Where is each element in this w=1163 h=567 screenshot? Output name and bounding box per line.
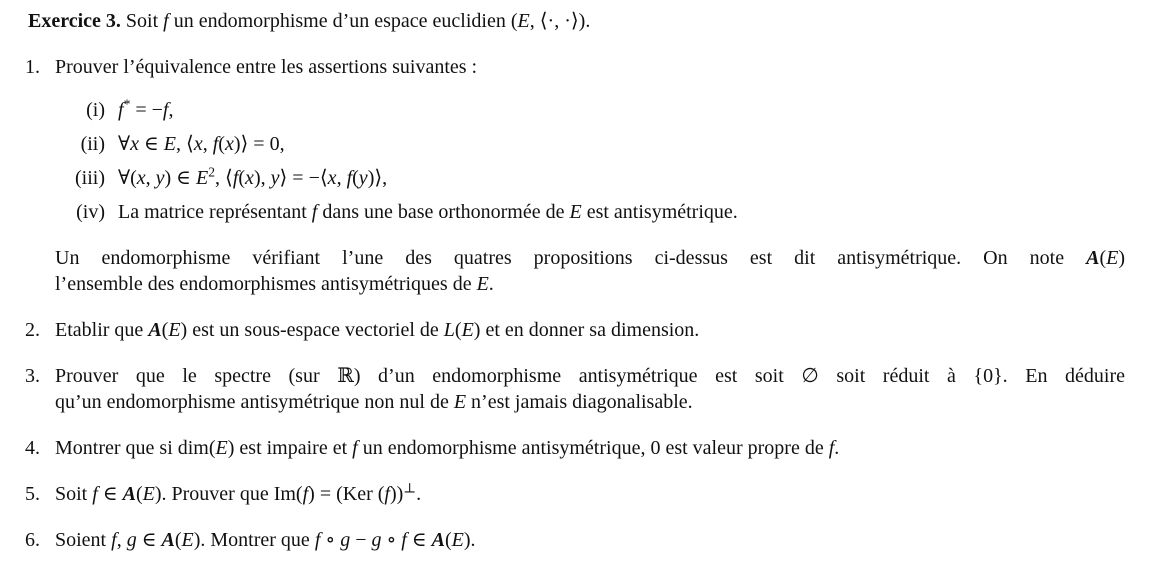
text-run: ))	[389, 483, 404, 505]
text-run: f	[162, 99, 169, 121]
text-run: ).	[463, 529, 476, 551]
text-run: E	[451, 529, 464, 551]
text-run: L	[443, 319, 455, 341]
text-run: .	[488, 273, 494, 295]
text-run: Montrer que si dim(	[55, 437, 216, 459]
text-run: y	[270, 167, 280, 189]
text-run: ),	[253, 167, 271, 189]
text-run: f	[111, 529, 117, 551]
subitem-ii	[55, 131, 1125, 157]
text-run: Exercice 3.	[28, 10, 121, 32]
text-run: ,	[116, 529, 127, 551]
text-run: ). Montrer que	[193, 529, 315, 551]
text-run: )	[1118, 247, 1125, 269]
text-run: ) est un sous-espace vectoriel de	[180, 319, 444, 341]
text-run: Soient	[55, 529, 112, 551]
text-run: (	[161, 319, 169, 341]
text-run: f	[401, 529, 407, 551]
text-run: ∈	[406, 529, 432, 551]
text-run: x	[136, 167, 146, 189]
item-1	[25, 54, 1125, 297]
item-1-content	[55, 54, 1125, 297]
text-run: ,	[145, 167, 156, 189]
text-run: E	[569, 201, 582, 223]
text-run: = −	[130, 99, 163, 121]
text-run: un endomorphisme antisymétrique, 0 est valeur propre de	[357, 437, 829, 459]
text-run: E	[168, 319, 181, 341]
text-run: ∀(	[118, 167, 137, 189]
item-4-content	[55, 435, 1125, 461]
text-run: ,	[336, 167, 347, 189]
text-run: (	[1099, 247, 1107, 269]
text-run: E	[181, 529, 194, 551]
text-run: f	[311, 201, 318, 223]
text-run: , ⟨·, ·⟩).	[529, 10, 591, 32]
text-run: *	[123, 96, 131, 112]
text-run: E	[163, 133, 176, 155]
text-run: .	[834, 437, 840, 459]
item-2-content	[55, 317, 1125, 343]
subitem-iv-text	[118, 199, 1125, 225]
text-run: E	[517, 10, 530, 32]
subitem-i-marker: (i)	[86, 99, 105, 121]
item-3-text-line-1	[55, 363, 1125, 389]
text-run: A	[122, 483, 136, 505]
text-run: ) = (Ker (	[308, 483, 385, 505]
text-run: (	[454, 319, 462, 341]
item-5	[25, 481, 1125, 507]
text-run: 2	[208, 164, 215, 180]
subitem-ii-text	[118, 131, 1125, 157]
text-run: Prouver que le spectre (sur ℝ) d’un endomorphisme antisymétrique est soit ∅ soit réduit à {0}. En déduire	[55, 365, 1125, 387]
subitem-iii-text	[118, 165, 1125, 191]
text-run: E	[476, 273, 489, 295]
text-run: g	[126, 529, 137, 551]
text-run: un endomorphisme d’un espace euclidien (	[168, 10, 518, 32]
text-run: Un endomorphisme vérifiant l’une des quatres propositions ci-dessus est dit antisymétrique. On note	[55, 247, 1087, 269]
text-run: f	[118, 99, 124, 121]
item-4	[25, 435, 1125, 461]
subitem-iv	[55, 199, 1125, 225]
text-run: −	[350, 529, 372, 551]
text-run: ∈	[97, 483, 123, 505]
text-run: y	[155, 167, 165, 189]
text-run: ) est impaire et	[227, 437, 353, 459]
item-5-marker: 5.	[25, 483, 40, 505]
text-run: (	[352, 167, 359, 189]
text-run: f	[828, 437, 835, 459]
text-run: ∘	[381, 529, 402, 551]
item-4-text	[55, 435, 1125, 461]
item-5-text	[55, 481, 1125, 507]
text-run: dans une base orthonormée de	[317, 201, 570, 223]
text-run: f	[92, 483, 98, 505]
subitem-i-text	[118, 97, 1125, 123]
subitem-i	[55, 97, 1125, 123]
text-run: x	[245, 167, 254, 189]
subitem-iii	[55, 165, 1125, 191]
text-run: A	[431, 529, 445, 551]
text-run: E	[195, 167, 209, 189]
text-run: f	[232, 167, 239, 189]
text-run: y	[358, 167, 368, 189]
text-run: )⟩,	[367, 167, 388, 189]
text-run: ⟩ = −⟨	[279, 167, 328, 189]
text-run: x	[327, 167, 337, 189]
text-run: , ⟨	[176, 133, 194, 155]
text-run: Soit	[120, 10, 164, 32]
text-run: (	[135, 483, 143, 505]
text-run: ) ∈	[164, 167, 196, 189]
note-line-2	[55, 271, 1125, 297]
text-run: f	[346, 167, 353, 189]
text-run: l’ensemble des endomorphismes antisymétriques de	[55, 273, 477, 295]
text-run: ). Prouver que Im(	[154, 483, 303, 505]
item-1-marker: 1.	[25, 56, 40, 78]
note-line-1	[55, 245, 1125, 271]
item-5-content	[55, 481, 1125, 507]
text-run: A	[1086, 247, 1100, 269]
text-run: g	[340, 529, 351, 551]
item-4-marker: 4.	[25, 437, 40, 459]
text-run: (	[218, 133, 225, 155]
text-run: , ⟨	[215, 167, 233, 189]
text-run: n’est jamais diagonalisable.	[466, 391, 693, 413]
text-run: E	[215, 437, 228, 459]
text-run: E	[1106, 247, 1119, 269]
item-3-content	[55, 363, 1125, 415]
text-run: x	[130, 133, 139, 155]
item-3-text-line-2	[55, 389, 1125, 415]
text-run: x	[224, 133, 234, 155]
text-run: f	[352, 437, 358, 459]
text-run: ∘	[320, 529, 341, 551]
text-run: )⟩ = 0,	[233, 133, 285, 155]
item-3	[25, 363, 1125, 415]
text-run: ∈	[138, 133, 164, 155]
text-run: La matrice représentant	[118, 201, 312, 223]
text-run: x	[193, 133, 203, 155]
text-run: (	[174, 529, 182, 551]
text-run: (	[445, 529, 452, 551]
text-run: ,	[202, 133, 213, 155]
text-run: ∈	[136, 529, 162, 551]
text-run: Prouver l’équivalence entre les assertions suivantes :	[55, 56, 478, 78]
text-run: .	[416, 483, 422, 505]
text-run: f	[314, 529, 321, 551]
item-2-text	[55, 317, 1125, 343]
item-6-text	[55, 527, 1125, 553]
subitem-ii-marker: (ii)	[80, 133, 105, 155]
text-run: f	[384, 483, 390, 505]
text-run: qu’un endomorphisme antisymétrique non nul de	[55, 391, 454, 413]
text-run: ⊥	[403, 480, 417, 496]
item-6-content	[55, 527, 1125, 553]
item-3-marker: 3.	[25, 365, 40, 387]
text-run: est antisymétrique.	[581, 201, 738, 223]
text-run: ) et en donner sa dimension.	[473, 319, 700, 341]
text-run: E	[453, 391, 467, 413]
text-run: Etablir que	[55, 319, 149, 341]
text-run: ∀	[118, 133, 131, 155]
text-run: E	[461, 319, 474, 341]
text-run: E	[142, 483, 155, 505]
assertion-list	[55, 97, 1125, 225]
item-2-marker: 2.	[25, 319, 40, 341]
text-run: f	[302, 483, 309, 505]
text-run: A	[161, 529, 175, 551]
text-run: ,	[168, 99, 174, 121]
subitem-iii-marker: (iii)	[75, 167, 105, 189]
text-run: f	[212, 133, 219, 155]
text-run: f	[163, 10, 169, 32]
text-run: A	[148, 319, 162, 341]
exercise-title-line	[28, 8, 1125, 34]
item-1-text	[55, 54, 1125, 80]
item-6-marker: 6.	[25, 529, 40, 551]
text-run: Soit	[55, 483, 93, 505]
subitem-iv-marker: (iv)	[76, 201, 105, 223]
text-run: (	[238, 167, 246, 189]
item-6	[25, 527, 1125, 553]
text-run: g	[371, 529, 382, 551]
definition-note	[55, 245, 1125, 297]
item-2	[25, 317, 1125, 343]
